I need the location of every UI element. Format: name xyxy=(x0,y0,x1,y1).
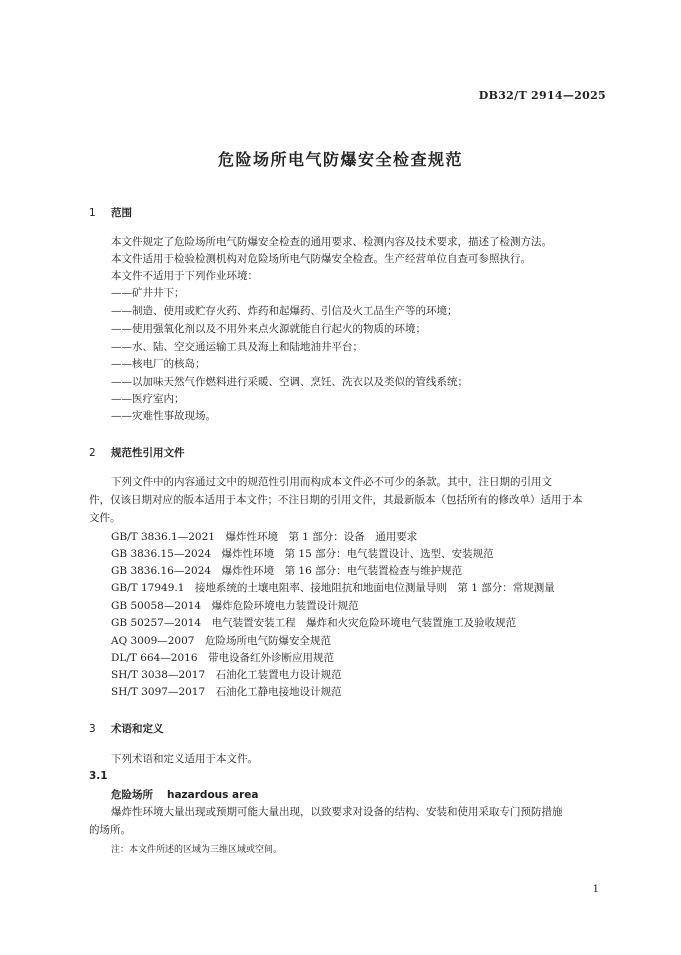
section-title: 规范性引用文件 xyxy=(111,447,185,459)
section-number: 1 xyxy=(89,207,96,219)
reference-item: GB 50257—2014 电气装置安装工程 爆炸和火灾危险环境电气装置施工及验收规范 xyxy=(111,617,517,629)
term-number: 3.1 xyxy=(89,770,108,782)
paragraph-line: 文件。 xyxy=(89,512,121,524)
list-item: ——水、陆、空交通运输工具及海上和陆地油井平台； xyxy=(111,341,363,353)
list-item: ——以加味天然气作燃料进行采暖、空调、烹饪、洗衣以及类似的管线系统； xyxy=(111,376,468,388)
section-3-heading xyxy=(89,721,164,736)
paragraph-line: 件，仅该日期对应的版本适用于本文件；不注日期的引用文件，其最新版本（包括所有的修改单）适用于本 xyxy=(89,494,583,506)
reference-item: GB 3836.16—2024 爆炸性环境 第 16 部分：电气装置检查与维护规范 xyxy=(111,565,463,577)
section-2-heading xyxy=(89,445,185,460)
list-item: ——制造、使用或贮存火药、炸药和起爆药、引信及火工品生产等的环境； xyxy=(111,305,458,317)
term-note: 注：本文件所述的区域为三维区域或空间。 xyxy=(111,845,283,855)
term-name xyxy=(111,787,259,802)
list-item: ——医疗室内； xyxy=(111,393,185,405)
document-title: 危险场所电气防爆安全检查规范 xyxy=(217,150,463,169)
paragraph: 本文件适用于检验检测机构对危险场所电气防爆安全检查。生产经营单位自查可参照执行。 xyxy=(111,253,531,265)
page-number: 1 xyxy=(592,884,599,895)
reference-item: SH/T 3097—2017 石油化工静电接地设计规范 xyxy=(111,686,342,698)
reference-item: SH/T 3038—2017 石油化工装置电力设计规范 xyxy=(111,669,342,681)
list-item: ——灾难性事故现场。 xyxy=(111,410,216,422)
paragraph: 本文件规定了危险场所电气防爆安全检查的通用要求、检测内容及技术要求，描述了检测方法。 xyxy=(111,236,552,248)
section-number: 3 xyxy=(89,723,96,735)
section-number: 2 xyxy=(89,447,96,459)
reference-item: AQ 3009—2007 危险场所电气防爆安全规范 xyxy=(111,635,331,647)
section-title: 术语和定义 xyxy=(111,723,164,735)
reference-item: GB 50058—2014 爆炸危险环境电力装置设计规范 xyxy=(111,600,359,612)
standard-code: DB32/T 2914—2025 xyxy=(478,89,606,102)
term-name-en: hazardous area xyxy=(167,789,259,801)
term-definition-line: 爆炸性环境大量出现或预期可能大量出现，以致要求对设备的结构、安装和使用采取专门预防措施 xyxy=(111,806,563,818)
section-1-heading xyxy=(89,205,132,220)
term-definition-line: 的场所。 xyxy=(89,824,131,836)
section-title: 范围 xyxy=(111,207,132,219)
reference-item: GB/T 17949.1 接地系统的土壤电阻率、接地阻抗和地面电位测量导则 第 1 部分：常规测量 xyxy=(111,582,555,594)
paragraph: 本文件不适用于下列作业环境： xyxy=(111,270,258,282)
paragraph: 下列术语和定义适用于本文件。 xyxy=(111,753,258,765)
list-item: ——使用强氧化剂以及不用外来点火源就能自行起火的物质的环境； xyxy=(111,323,426,335)
term-name-zh: 危险场所 xyxy=(111,789,153,801)
paragraph-line: 下列文件中的内容通过文中的规范性引用而构成本文件必不可少的条款。其中，注日期的引用文 xyxy=(111,476,552,488)
reference-item: GB/T 3836.1—2021 爆炸性环境 第 1 部分：设备 通用要求 xyxy=(111,531,418,543)
list-item: ——矿井井下； xyxy=(111,287,185,299)
reference-item: GB 3836.15—2024 爆炸性环境 第 15 部分：电气装置设计、选型、安装规范 xyxy=(111,548,494,560)
reference-item: DL/T 664—2016 带电设备红外诊断应用规范 xyxy=(111,652,335,664)
list-item: ——核电厂的核岛； xyxy=(111,358,206,370)
